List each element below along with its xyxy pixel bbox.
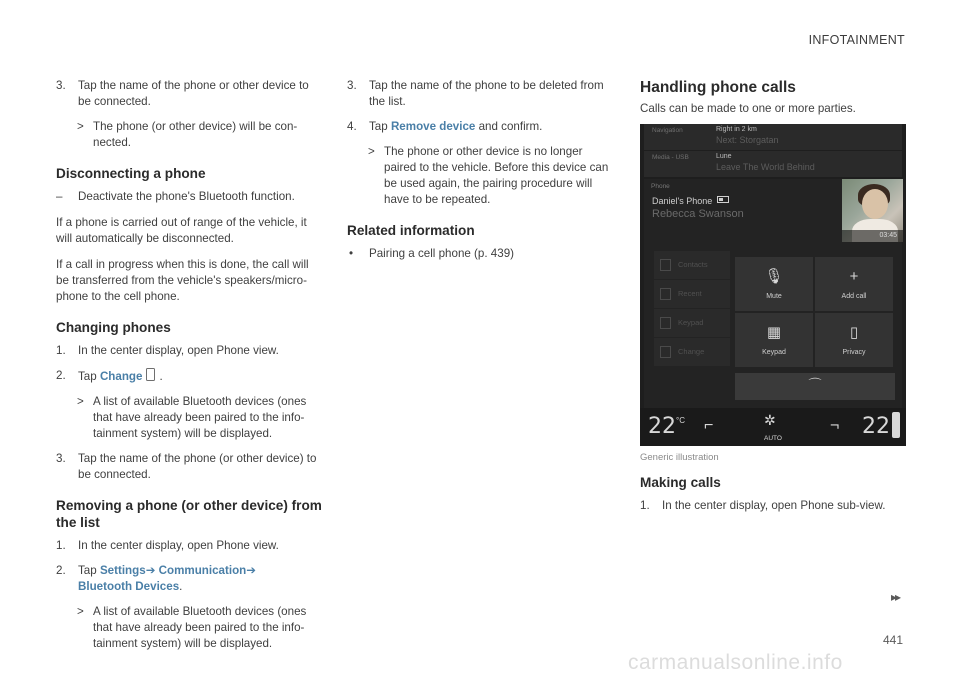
step-number: 3. <box>347 79 357 92</box>
caller-name: Rebecca Swanson <box>652 208 744 220</box>
step-item <box>347 119 609 135</box>
step-text-end: . <box>159 370 163 383</box>
battery-icon <box>717 196 729 203</box>
climate-bar <box>640 408 906 446</box>
step-text: Tap the name of the phone to be deleted from the list. <box>369 79 604 108</box>
paragraph: If a phone is carried out of range of the vehicle, it will automatically be disconnected. <box>56 216 307 245</box>
keypad-button[interactable] <box>735 313 813 367</box>
watermark: carmanualsonline.info <box>628 651 843 674</box>
heading-making-calls: Making calls <box>640 475 721 490</box>
step-text: Tap the name of the phone (or other device) to be connected. <box>78 452 317 481</box>
paragraph: If a call in progress when this is done, the call will be transferred from the vehicle's speakers/micro-phone to the cell phone. <box>56 258 309 303</box>
temperature-slider-icon[interactable] <box>892 412 900 438</box>
button-label: Keypad <box>762 349 786 356</box>
navigation-tile <box>644 124 902 150</box>
step-number: 2. <box>56 369 66 382</box>
seat-heat-left-icon[interactable]: ⌐ <box>704 417 714 434</box>
step-text: Tap the name of the phone or other device to be connected. <box>78 79 309 108</box>
step-result <box>56 604 324 652</box>
page-number: 441 <box>883 633 904 647</box>
step-text: In the center display, open Phone view. <box>78 539 279 552</box>
plus-icon: + <box>849 268 859 285</box>
tile-line: Next: Storgatan <box>716 135 779 145</box>
phone-tile <box>644 179 902 441</box>
side-menu-keypad[interactable]: Keypad <box>654 309 730 337</box>
step-text: Tap <box>78 370 97 383</box>
step-item <box>56 538 324 554</box>
side-menu-change[interactable]: Change <box>654 338 730 366</box>
step-item <box>347 78 609 110</box>
contacts-icon <box>660 259 671 271</box>
step-number: 1. <box>640 499 650 512</box>
button-label: Mute <box>766 293 782 300</box>
step-item <box>56 78 324 110</box>
left-temperature[interactable]: 22 <box>648 414 676 439</box>
arrow-right-icon: ➔ <box>246 564 256 577</box>
step-result <box>56 119 324 151</box>
center-display-illustration <box>640 124 906 446</box>
section-header: INFOTAINMENT <box>808 33 905 47</box>
step-text-end: . <box>179 580 183 593</box>
tile-label: Navigation <box>652 127 683 134</box>
step-number: 3. <box>56 452 66 465</box>
next-page-icon[interactable]: ▸▸ <box>891 590 900 604</box>
recent-icon <box>660 288 671 300</box>
step-text: Tap <box>78 564 97 577</box>
related-item[interactable] <box>347 246 609 262</box>
tile-line: Leave The World Behind <box>716 162 815 172</box>
settings-link[interactable]: Settings <box>99 564 146 577</box>
add-call-button[interactable] <box>815 257 893 311</box>
bullet-marker: • <box>349 247 354 260</box>
related-link-text[interactable]: Pairing a cell phone (p. 439) <box>369 247 515 260</box>
tile-line: Right in 2 km <box>716 126 757 133</box>
end-call-button[interactable] <box>735 373 895 400</box>
privacy-button[interactable] <box>815 313 893 367</box>
seat-heat-right-icon[interactable]: ¬ <box>830 417 840 434</box>
step-text-end: and confirm. <box>478 120 543 133</box>
step-item <box>56 368 324 385</box>
step-item <box>56 563 324 595</box>
right-temperature[interactable]: 22 <box>862 414 890 439</box>
handset-icon: ▯ <box>849 324 859 341</box>
hang-up-icon: ⌒ <box>808 377 822 392</box>
temperature-unit: °C <box>676 416 685 425</box>
result-text: The phone (or other device) will be con-nected. <box>93 120 298 149</box>
result-marker: > <box>368 145 375 158</box>
step-text: Tap <box>369 120 388 133</box>
heading-handling-phone-calls: Handling phone calls <box>640 79 796 96</box>
step-item <box>56 343 324 359</box>
call-timer: 03:45 <box>842 230 903 242</box>
tile-label: Media - USB <box>652 154 689 161</box>
button-label: Add call <box>841 293 867 300</box>
side-menu-recent[interactable]: Recent <box>654 280 730 308</box>
column-right <box>640 78 910 127</box>
side-menu-contacts[interactable]: Contacts <box>654 251 730 279</box>
microphone-icon: 🎙 <box>764 268 784 285</box>
auto-label: AUTO <box>764 435 782 442</box>
phone-change-icon <box>146 368 155 381</box>
step-number: 4. <box>347 120 357 133</box>
heading-changing-phones: Changing phones <box>56 320 171 335</box>
remove-device-link[interactable]: Remove device <box>390 120 476 133</box>
step-text: In the center display, open Phone view. <box>78 344 279 357</box>
result-text: The phone or other device is no longer paired to the vehicle. Before this device can be used again, the pairing procedure will have to be repeated. <box>384 145 609 206</box>
intro-paragraph: Calls can be made to one or more parties. <box>640 102 856 115</box>
heading-disconnecting: Disconnecting a phone <box>56 166 206 181</box>
button-label: Privacy <box>842 349 866 356</box>
action-item <box>56 189 324 205</box>
bluetooth-devices-link[interactable]: Bluetooth Devices <box>78 580 180 593</box>
step-item <box>56 451 324 483</box>
result-marker: > <box>77 605 84 618</box>
step-number: 2. <box>56 564 66 577</box>
tile-line: Lune <box>716 153 732 160</box>
tile-label: Phone <box>651 183 670 190</box>
step-result <box>347 144 609 208</box>
step-number: 1. <box>56 539 66 552</box>
heading-related-information: Related information <box>347 223 475 238</box>
making-calls-section <box>640 474 910 523</box>
step-item <box>640 498 910 514</box>
heading-removing-phone: Removing a phone (or other device) from the list <box>56 498 322 530</box>
communication-link[interactable]: Communication <box>158 564 247 577</box>
step-text: In the center display, open Phone sub-view. <box>662 499 886 512</box>
fan-icon[interactable]: ✲ <box>764 412 776 428</box>
figure-caption: Generic illustration <box>640 452 719 463</box>
result-text: A list of available Bluetooth devices (ones that have already been paired to the info-tainment system) will be displayed. <box>93 605 307 650</box>
arrow-right-icon: ➔ <box>145 564 156 577</box>
result-text: A list of available Bluetooth devices (ones that have already been paired to the info-tainment system) will be displayed. <box>93 395 307 440</box>
action-text: Deactivate the phone's Bluetooth function. <box>78 190 295 203</box>
column-left <box>56 78 324 661</box>
step-number: 1. <box>56 344 66 357</box>
keypad-icon: ▦ <box>766 324 782 341</box>
media-tile <box>644 151 902 177</box>
result-marker: > <box>77 395 84 408</box>
step-number: 3. <box>56 79 66 92</box>
mute-button[interactable] <box>735 257 813 311</box>
keypad-icon <box>660 317 671 329</box>
change-link[interactable]: Change <box>99 370 143 383</box>
column-middle <box>347 78 609 270</box>
device-name: Daniel's Phone <box>652 196 729 206</box>
result-marker: > <box>77 120 84 133</box>
dash-marker: – <box>56 190 63 203</box>
phone-icon <box>660 346 671 358</box>
step-result <box>56 394 324 442</box>
